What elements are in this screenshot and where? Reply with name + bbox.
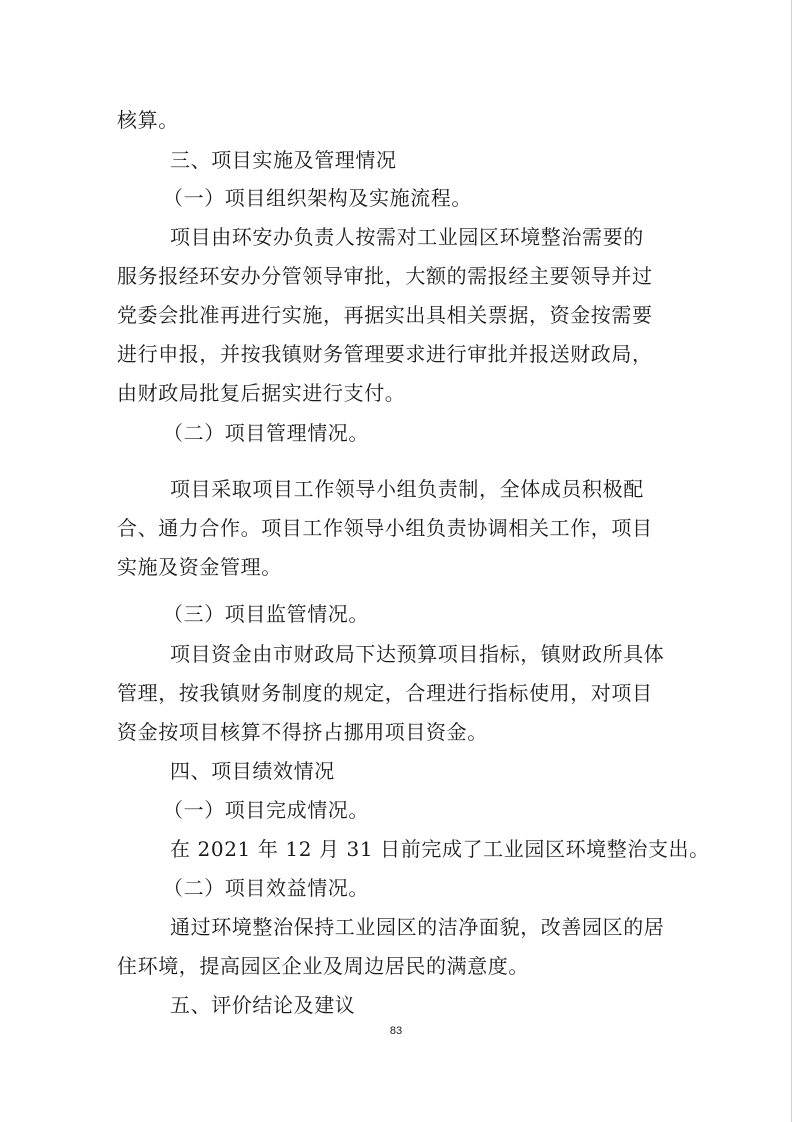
subsection-heading: （三）项目监管情况。 <box>163 602 369 626</box>
paragraph-line: 合、通力合作。项目工作领导小组负责协调相关工作，项目 <box>117 516 653 540</box>
paragraph-line: 管理，按我镇财务制度的规定，合理进行指标使用，对项目 <box>117 681 653 705</box>
paragraph-line: 项目由环安办负责人按需对工业园区环境整治需要的 <box>170 225 644 249</box>
section-heading: 四、项目绩效情况 <box>170 759 335 783</box>
paragraph-line: 通过环境整治保持工业园区的洁净面貌，改善园区的居 <box>170 915 665 939</box>
paragraph-line: 项目资金由市财政局下达预算项目指标，镇财政所具体 <box>170 642 665 666</box>
paragraph-line: 进行申报，并按我镇财务管理要求进行审批并报送财政局， <box>117 342 653 366</box>
paragraph-line: 核算。 <box>117 108 179 132</box>
section-heading: 五、评价结论及建议 <box>170 993 356 1017</box>
paragraph-line: 项目采取项目工作领导小组负责制，全体成员积极配 <box>170 477 644 501</box>
subsection-heading: （一）项目组织架构及实施流程。 <box>163 186 472 210</box>
page-number: 83 <box>389 1025 403 1037</box>
paragraph-line: 在 2021 年 12 月 31 日前完成了工业园区环境整治支出。 <box>170 837 710 861</box>
paragraph-line: 资金按项目核算不得挤占挪用项目资金。 <box>117 720 488 744</box>
subsection-heading: （一）项目完成情况。 <box>163 798 369 822</box>
subsection-heading: （二）项目管理情况。 <box>163 421 369 445</box>
paragraph-line: 由财政局批复后据实进行支付。 <box>117 381 406 405</box>
paragraph-line: 党委会批准再进行实施，再据实出具相关票据，资金按需要 <box>117 303 653 327</box>
section-heading: 三、项目实施及管理情况 <box>170 148 397 172</box>
subsection-heading: （二）项目效益情况。 <box>163 876 369 900</box>
paragraph-line: 实施及资金管理。 <box>117 555 282 579</box>
paragraph-line: 住环境，提高园区企业及周边居民的满意度。 <box>117 954 529 978</box>
paragraph-line: 服务报经环安办分管领导审批，大额的需报经主要领导并过 <box>117 264 653 288</box>
